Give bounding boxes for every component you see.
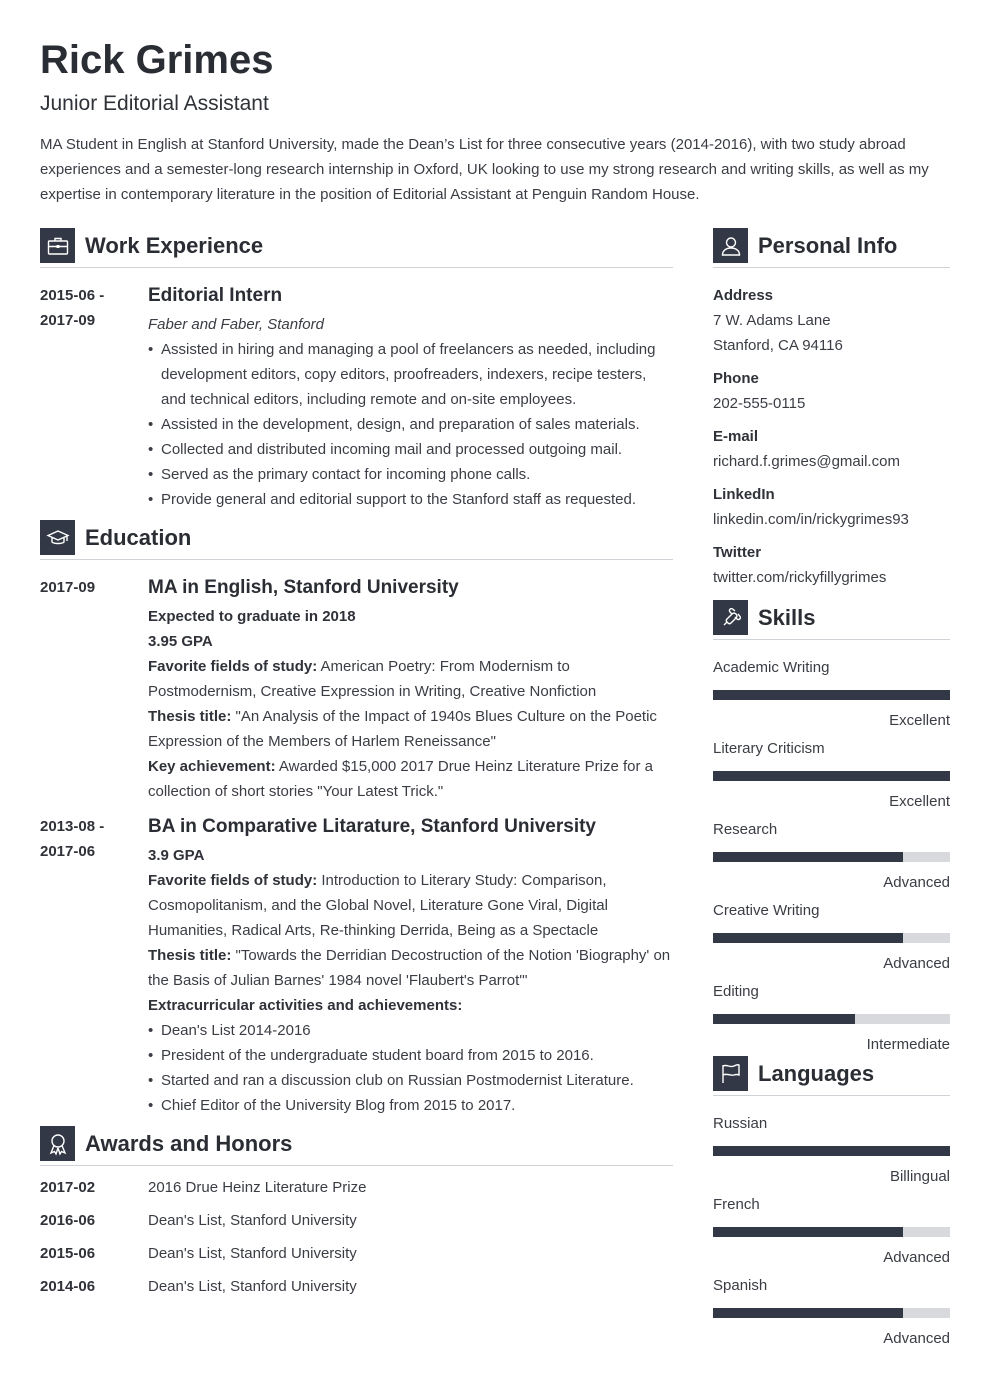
skill-name: Literary Criticism: [713, 740, 825, 757]
briefcase-icon: [40, 228, 75, 263]
education-entry-extracurricular-label: Extracurricular activities and achievements:: [148, 997, 463, 1014]
education-entry-date: [40, 814, 140, 864]
left-column: [40, 228, 673, 1306]
list-item: • Assisted in the development, design, and preparation of sales materials.: [148, 412, 673, 437]
skills-title: Skills: [758, 605, 816, 630]
work-entry-date-end: 2017-09: [40, 312, 96, 329]
list-item: • President of the undergraduate student board from 2015 to 2016.: [148, 1043, 673, 1068]
award-date: 2015-06: [40, 1245, 96, 1262]
award-text: Dean's List, Stanford University: [148, 1278, 357, 1295]
education-entry-bullets: [148, 1018, 673, 1118]
education-entry-date-start: 2017-09: [40, 579, 96, 596]
education-entry-date: [40, 575, 140, 600]
education-header: [40, 520, 673, 560]
education-entry-date-start: 2013-08 -: [40, 818, 105, 835]
education-entry-title: MA in English, Stanford University: [148, 577, 459, 598]
education-entry-graduation: Expected to graduate in 2018: [148, 608, 356, 625]
phone-label: Phone: [713, 370, 759, 387]
flag-icon: [713, 1056, 748, 1091]
skill-bar-track: [713, 690, 950, 700]
education-entry-body: [148, 814, 673, 1118]
puzzle-icon: [713, 600, 748, 635]
skill-name: Academic Writing: [713, 659, 830, 676]
list-item: • Assisted in hiring and managing a pool of freelancers as needed, including development editors, copy editors, proofreaders, indexers, recipe testers, and technical editors, including remote and on-site employees.: [148, 337, 673, 412]
address-label: Address: [713, 287, 774, 304]
education-entry: [40, 575, 673, 804]
language-name: Russian: [713, 1115, 768, 1132]
language-level: Billingual: [889, 1168, 950, 1185]
award-text: Dean's List, Stanford University: [148, 1245, 357, 1262]
personal-info-title: Personal Info: [758, 233, 898, 258]
education-entry-gpa: 3.9 GPA: [148, 847, 205, 864]
language-level: Advanced: [883, 1249, 950, 1266]
phone-value: 202-555-0115: [713, 395, 806, 412]
award-text: Dean's List, Stanford University: [148, 1212, 357, 1229]
education-entry-thesis: Thesis title: "An Analysis of the Impact of 1940s Blues Culture on the Poetic Expression of the Members of Harlem Reneissance": [148, 708, 657, 750]
award-date: 2014-06: [40, 1278, 96, 1295]
education-entry-gpa: 3.95 GPA: [148, 633, 213, 650]
work-entry-date-start: 2015-06 -: [40, 287, 105, 304]
work-entry-date: [40, 283, 140, 333]
education-title: Education: [85, 525, 192, 550]
skill-bar-fill: [713, 690, 950, 700]
award-item: [40, 1174, 673, 1207]
skill-bar-track: [713, 1014, 950, 1024]
award-item: [40, 1207, 673, 1240]
award-text: 2016 Drue Heinz Literature Prize: [148, 1179, 367, 1196]
work-experience-header: [40, 228, 673, 268]
language-name: Spanish: [713, 1277, 768, 1294]
address-line-1: 7 W. Adams Lane: [713, 312, 831, 329]
twitter-value[interactable]: twitter.com/rickyfillygrimes: [713, 569, 887, 586]
twitter-label: Twitter: [713, 544, 762, 561]
skill-item: [713, 979, 950, 1060]
address-line-2: Stanford, CA 94116: [713, 337, 843, 354]
education-entry-favorite-fields: Favorite fields of study: American Poetry: From Modernism to Postmodernism, Creative Expression in Writing, Creative Nonfiction: [148, 658, 597, 700]
summary-paragraph: MA Student in English at Stanford University, made the Dean’s List for three consecutive years (2014-2016), with two study abroad experiences and a semester-long research internship in Oxford, UK looking to use my strong research and writing skills, as well as my expertise in contemporary literature in the position of Editorial Assistant at Penguin Random House.: [40, 136, 929, 203]
award-date: 2016-06: [40, 1212, 96, 1229]
list-item: • Collected and distributed incoming mail and processed outgoing mail.: [148, 437, 673, 462]
email-value[interactable]: richard.f.grimes@gmail.com: [713, 453, 900, 470]
language-bar-fill: [713, 1146, 950, 1156]
personal-info-header: [713, 228, 950, 268]
languages-list: [713, 1111, 950, 1354]
right-column: [713, 228, 950, 1354]
education-entry-favorite-fields: Favorite fields of study: Introduction to Literary Study: Comparison, Cosmopolitanism, and the Global Novel, Literature Gone Viral, Digital Humanities, Radical Arts, Re-thinking Derrida, Being as a Spectacle: [148, 872, 608, 939]
language-bar-track: [713, 1227, 950, 1237]
email-label: E-mail: [713, 428, 759, 445]
linkedin-label: LinkedIn: [713, 486, 775, 503]
skills-header: [713, 600, 950, 640]
education-entry-key-achievement: Key achievement: Awarded $15,000 2017 Drue Heinz Literature Prize for a collection of short stories "Your Latest Trick.": [148, 758, 654, 800]
language-bar-fill: [713, 1227, 903, 1237]
award-date: 2017-02: [40, 1179, 96, 1196]
list-item: • Started and ran a discussion club on Russian Postmodernist Literature.: [148, 1068, 673, 1093]
skill-item: [713, 655, 950, 736]
skill-bar-fill: [713, 1014, 855, 1024]
list-item: • Dean's List 2014-2016: [148, 1018, 673, 1043]
work-entry-body: [148, 283, 673, 512]
list-item: • Chief Editor of the University Blog from 2015 to 2017.: [148, 1093, 673, 1118]
work-entry-company: Faber and Faber, Stanford: [148, 316, 324, 333]
skill-bar-track: [713, 771, 950, 781]
education-entry: [40, 814, 673, 1118]
education-entry-body: [148, 575, 673, 804]
linkedin-value[interactable]: linkedin.com/in/rickygrimes93: [713, 511, 909, 528]
skill-item: [713, 817, 950, 898]
skill-bar-fill: [713, 933, 903, 943]
work-entry-bullets: [148, 337, 673, 512]
language-bar-track: [713, 1308, 950, 1318]
language-item: [713, 1192, 950, 1273]
languages-header: [713, 1056, 950, 1096]
skill-bar-fill: [713, 852, 903, 862]
awards-header: [40, 1126, 673, 1166]
candidate-role: Junior Editorial Assistant: [40, 92, 269, 115]
skill-name: Research: [713, 821, 778, 838]
education-entry-thesis: Thesis title: "Towards the Derridian Decostruction of the Notion 'Biography' on the Basis of Julian Barnes' 1984 novel 'Flaubert's Parrot'": [148, 947, 671, 989]
skill-name: Creative Writing: [713, 902, 820, 919]
skill-level: Advanced: [883, 874, 950, 891]
list-item: • Served as the primary contact for incoming phone calls.: [148, 462, 673, 487]
skill-level: Excellent: [889, 712, 950, 729]
award-ribbon-icon: [40, 1126, 75, 1161]
language-item: [713, 1111, 950, 1192]
skill-item: [713, 736, 950, 817]
skill-bar-track: [713, 852, 950, 862]
skills-list: [713, 655, 950, 1060]
skill-level: Excellent: [889, 793, 950, 810]
language-bar-track: [713, 1146, 950, 1156]
work-entry: [40, 283, 673, 512]
list-item: • Provide general and editorial support to the Stanford staff as requested.: [148, 487, 673, 512]
education-entry-date-end: 2017-06: [40, 843, 96, 860]
awards-title: Awards and Honors: [85, 1131, 293, 1156]
candidate-name: Rick Grimes: [40, 38, 274, 82]
person-icon: [713, 228, 748, 263]
language-bar-fill: [713, 1308, 903, 1318]
skill-item: [713, 898, 950, 979]
work-experience-title: Work Experience: [85, 233, 264, 258]
languages-title: Languages: [758, 1061, 875, 1086]
language-item: [713, 1273, 950, 1354]
graduation-cap-icon: [40, 520, 75, 555]
award-item: [40, 1273, 673, 1306]
skill-bar-fill: [713, 771, 950, 781]
work-entry-title: Editorial Intern: [148, 285, 283, 306]
education-entry-title: BA in Comparative Litarature, Stanford University: [148, 816, 597, 837]
skill-level: Intermediate: [866, 1036, 950, 1053]
skill-level: Advanced: [883, 955, 950, 972]
award-item: [40, 1240, 673, 1273]
skill-bar-track: [713, 933, 950, 943]
language-name: French: [713, 1196, 760, 1213]
skill-name: Editing: [713, 983, 759, 1000]
language-level: Advanced: [883, 1330, 950, 1347]
